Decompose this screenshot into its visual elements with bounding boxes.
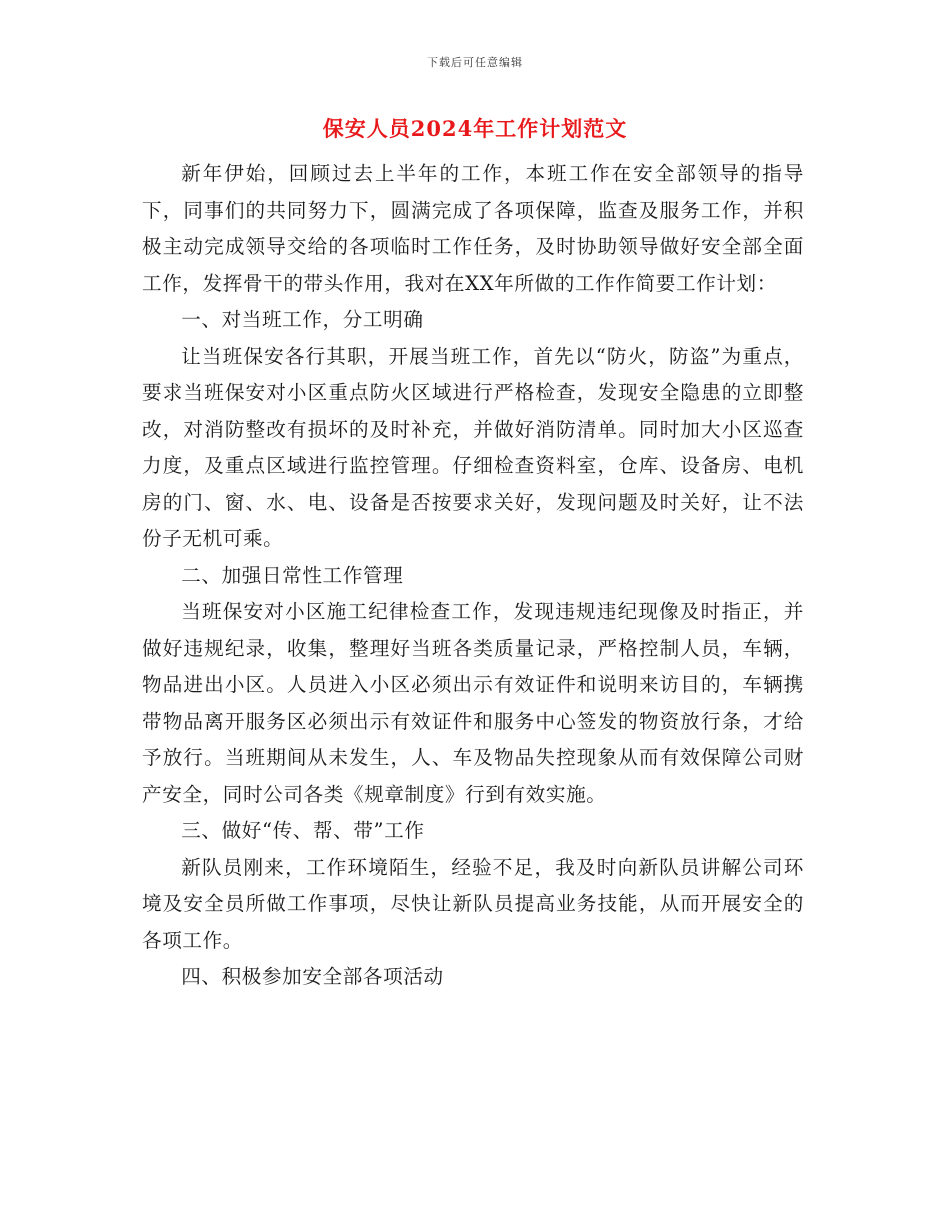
- section-heading-1: 一、对当班工作，分工明确: [181, 308, 424, 331]
- document-body: [142, 156, 804, 996]
- section-paragraph-3: 新队员刚来，工作环境陌生，经验不足，我及时向新队员讲解公司环境及安全员所做工作事项，尽快让新队员提高业务技能，从而开展安全的各项工作。: [142, 855, 804, 952]
- section-heading-3: 三、做好“传、帮、带”工作: [181, 819, 425, 842]
- intro-paragraph: 新年伊始，回顾过去上半年的工作，本班工作在安全部领导的指导下，同事们的共同努力下，圆满完成了各项保障，监查及服务工作，并积极主动完成领导交给的各项临时工作任务，及时协助领导做好安全部全面工作，发挥骨干的带头作用，我对在XX年所做的工作作简要工作计划：: [142, 162, 804, 295]
- document-title: 保安人员2024年工作计划范文: [322, 116, 628, 141]
- section-paragraph-2: 当班保安对小区施工纪律检查工作，发现违规违纪现像及时指正，并做好违规纪录，收集，整理好当班各类质量记录，严格控制人员，车辆，物品进出小区。人员进入小区必须出示有效证件和说明来访目的，车辆携带物品离开服务区必须出示有效证件和服务中心签发的物资放行条，才给予放行。当班期间从未发生，人、车及物品失控现象从而有效保障公司财产安全，同时公司各类《规章制度》行到有效实施。: [142, 600, 804, 806]
- header-note: 下载后可任意编辑: [427, 56, 523, 69]
- section-heading-4: 四、积极参加安全部各项活动: [181, 965, 444, 988]
- section-paragraph-1: 让当班保安各行其职，开展当班工作，首先以“防火，防盗”为重点，要求当班保安对小区重点防火区域进行严格检查，发现安全隐患的立即整改，对消防整改有损坏的及时补充，并做好消防清单。同时加大小区巡查力度，及重点区域进行监控管理。仔细检查资料室，仓库、设备房、电机房的门、窗、水、电、设备是否按要求关好，发现问题及时关好，让不法份子无机可乘。: [142, 344, 804, 550]
- section-heading-2: 二、加强日常性工作管理: [181, 563, 404, 587]
